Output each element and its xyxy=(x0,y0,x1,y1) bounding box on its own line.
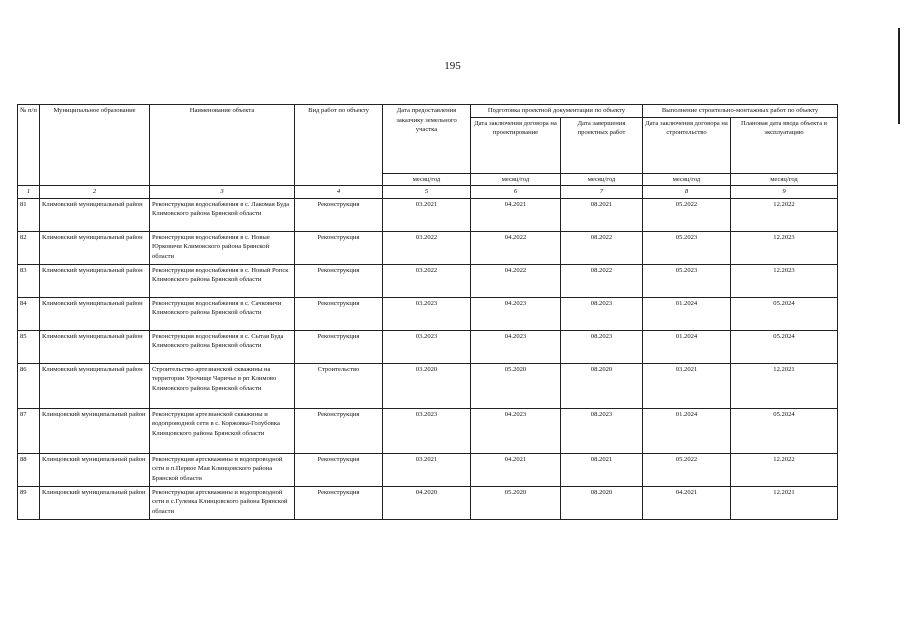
row-design-contract: 04.2023 xyxy=(471,297,561,330)
row-land-date: 03.2022 xyxy=(383,231,471,264)
row-design-contract: 05.2020 xyxy=(471,363,561,408)
table-row xyxy=(18,264,838,297)
row-construction-contract: 01.2024 xyxy=(643,408,731,453)
row-design-contract: 04.2021 xyxy=(471,453,561,486)
row-design-end: 08.2023 xyxy=(561,297,643,330)
row-num: 88 xyxy=(18,453,40,486)
header-num: № п/п xyxy=(18,105,40,186)
row-work-type: Реконструкция xyxy=(295,264,383,297)
row-construction-contract: 05.2022 xyxy=(643,198,731,231)
page-number: 195 xyxy=(444,60,461,72)
row-design-end: 08.2022 xyxy=(561,264,643,297)
unit-cell: месяц/год xyxy=(643,173,731,186)
row-construction-contract: 05.2022 xyxy=(643,453,731,486)
row-municipality: Климовский муниципальный район xyxy=(40,330,150,363)
row-land-date: 04.2020 xyxy=(383,486,471,519)
row-object: Реконструкция водоснабжения в с. Сачковичи Климовского района Брянской области xyxy=(150,297,295,330)
row-commission-date: 05.2024 xyxy=(731,297,838,330)
objects-table xyxy=(17,104,838,520)
row-object: Реконструкция водоснабжения в с. Лакомая Буда Климовского района Брянской области xyxy=(150,198,295,231)
row-land-date: 03.2021 xyxy=(383,198,471,231)
row-municipality: Климовский муниципальный район xyxy=(40,297,150,330)
row-land-date: 03.2023 xyxy=(383,297,471,330)
table-row xyxy=(18,297,838,330)
row-municipality: Клинцовский муниципальный район xyxy=(40,453,150,486)
row-land-date: 03.2022 xyxy=(383,264,471,297)
header-commission-date: Плановая дата ввода объекта в эксплуатацию xyxy=(731,117,838,173)
row-design-end: 08.2023 xyxy=(561,330,643,363)
row-land-date: 03.2023 xyxy=(383,408,471,453)
row-construction-contract: 04.2021 xyxy=(643,486,731,519)
row-num: 86 xyxy=(18,363,40,408)
row-commission-date: 12.2022 xyxy=(731,453,838,486)
header-construction-group: Выполнение строительно-монтажных работ по объекту xyxy=(643,105,838,118)
row-land-date: 03.2023 xyxy=(383,330,471,363)
row-object: Реконструкция водоснабжения в с. Сытая Буда Климовского района Брянской области xyxy=(150,330,295,363)
header-municipality: Муниципальное образование xyxy=(40,105,150,186)
row-work-type: Реконструкция xyxy=(295,198,383,231)
table-row xyxy=(18,330,838,363)
row-commission-date: 12.2021 xyxy=(731,363,838,408)
row-municipality: Климовский муниципальный район xyxy=(40,363,150,408)
row-num: 89 xyxy=(18,486,40,519)
row-commission-date: 12.2023 xyxy=(731,264,838,297)
header-work-type: Вид работ по объекту xyxy=(295,105,383,186)
row-design-contract: 04.2023 xyxy=(471,408,561,453)
row-work-type: Реконструкция xyxy=(295,330,383,363)
row-construction-contract: 05.2023 xyxy=(643,264,731,297)
row-object: Реконструкция водоснабжения в с. Новые Юрковичи Климовского района Брянской области xyxy=(150,231,295,264)
row-design-end: 08.2020 xyxy=(561,363,643,408)
table-row xyxy=(18,408,838,453)
row-design-contract: 04.2021 xyxy=(471,198,561,231)
column-number: 4 xyxy=(295,186,383,199)
row-work-type: Реконструкция xyxy=(295,231,383,264)
table-row xyxy=(18,198,838,231)
row-object: Реконструкция водоснабжения в с. Новый Ропск Климовского района Брянской области xyxy=(150,264,295,297)
row-num: 81 xyxy=(18,198,40,231)
row-construction-contract: 01.2024 xyxy=(643,297,731,330)
unit-cell: месяц/год xyxy=(471,173,561,186)
row-num: 84 xyxy=(18,297,40,330)
row-object: Реконструкция артскважины и водопроводной сети в п.Первое Мая Клинцовского района Брянской области xyxy=(150,453,295,486)
row-construction-contract: 01.2024 xyxy=(643,330,731,363)
column-number: 8 xyxy=(643,186,731,199)
header-design-group: Подготовка проектной документации по объекту xyxy=(471,105,643,118)
row-num: 85 xyxy=(18,330,40,363)
column-number: 7 xyxy=(561,186,643,199)
table-row xyxy=(18,363,838,408)
table-row xyxy=(18,231,838,264)
row-design-end: 08.2021 xyxy=(561,453,643,486)
column-number: 9 xyxy=(731,186,838,199)
row-design-end: 08.2023 xyxy=(561,408,643,453)
row-construction-contract: 05.2023 xyxy=(643,231,731,264)
row-object: Реконструкция артезианской скважины и водопроводной сети в с. Коржовка-Голубовка Клинцовского района Брянской области xyxy=(150,408,295,453)
row-work-type: Реконструкция xyxy=(295,486,383,519)
table-row xyxy=(18,486,838,519)
row-land-date: 03.2021 xyxy=(383,453,471,486)
column-number: 5 xyxy=(383,186,471,199)
row-municipality: Клинцовский муниципальный район xyxy=(40,486,150,519)
row-design-end: 08.2020 xyxy=(561,486,643,519)
row-work-type: Реконструкция xyxy=(295,297,383,330)
table-row xyxy=(18,453,838,486)
row-municipality: Климовский муниципальный район xyxy=(40,231,150,264)
header-land-date: Дата предоставления заказчику земельного участка xyxy=(383,105,471,174)
column-number: 6 xyxy=(471,186,561,199)
row-construction-contract: 03.2021 xyxy=(643,363,731,408)
row-municipality: Климовский муниципальный район xyxy=(40,198,150,231)
header-object: Наименование объекта xyxy=(150,105,295,186)
column-number: 2 xyxy=(40,186,150,199)
row-municipality: Клинцовский муниципальный район xyxy=(40,408,150,453)
row-commission-date: 12.2021 xyxy=(731,486,838,519)
row-design-end: 08.2021 xyxy=(561,198,643,231)
row-work-type: Реконструкция xyxy=(295,408,383,453)
row-land-date: 03.2020 xyxy=(383,363,471,408)
unit-cell: месяц/год xyxy=(561,173,643,186)
row-design-contract: 04.2023 xyxy=(471,330,561,363)
header-construction-contract: Дата заключения договора на строительство xyxy=(643,117,731,173)
row-commission-date: 12.2022 xyxy=(731,198,838,231)
row-object: Строительство артезианской скважины на территории Урочище Чаричье в рп Климово Климовского района Брянской области xyxy=(150,363,295,408)
row-num: 83 xyxy=(18,264,40,297)
header-design-contract: Дата заключения договора на проектирование xyxy=(471,117,561,173)
header-design-end: Дата завершения проектных работ xyxy=(561,117,643,173)
unit-cell: месяц/год xyxy=(383,173,471,186)
row-design-contract: 04.2022 xyxy=(471,231,561,264)
row-object: Реконструкция артскважины и водопроводной сети в с.Гулевка Клинцовского района Брянской области xyxy=(150,486,295,519)
row-commission-date: 12.2023 xyxy=(731,231,838,264)
row-num: 82 xyxy=(18,231,40,264)
row-design-end: 08.2022 xyxy=(561,231,643,264)
row-commission-date: 05.2024 xyxy=(731,408,838,453)
page-edge-mark xyxy=(898,28,900,124)
row-work-type: Реконструкция xyxy=(295,453,383,486)
row-work-type: Строительство xyxy=(295,363,383,408)
column-number: 1 xyxy=(18,186,40,199)
row-municipality: Климовский муниципальный район xyxy=(40,264,150,297)
row-commission-date: 05.2024 xyxy=(731,330,838,363)
column-number: 3 xyxy=(150,186,295,199)
unit-cell: месяц/год xyxy=(731,173,838,186)
row-num: 87 xyxy=(18,408,40,453)
row-design-contract: 05.2020 xyxy=(471,486,561,519)
row-design-contract: 04.2022 xyxy=(471,264,561,297)
